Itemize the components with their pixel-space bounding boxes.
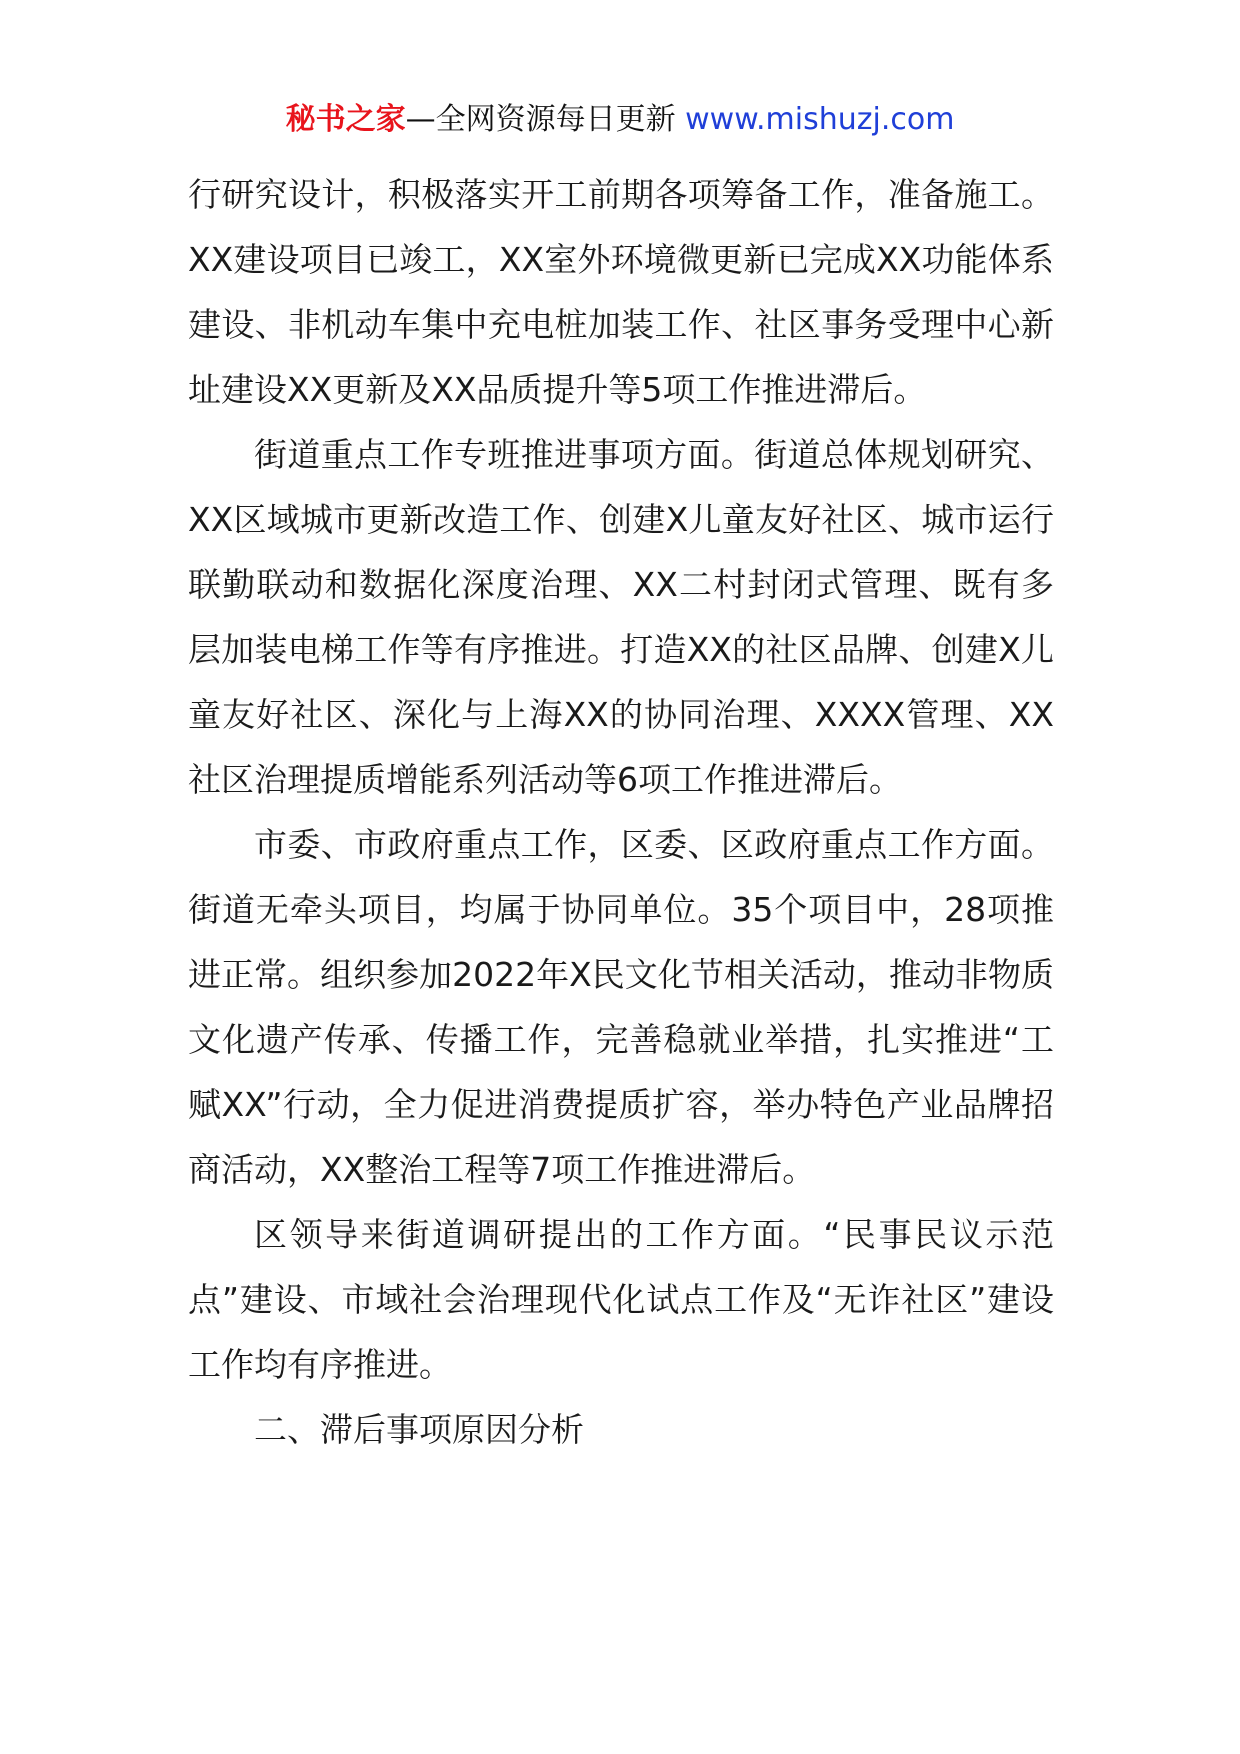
document-body [188, 162, 1054, 1462]
header-slogan: —全网资源每日更新 [405, 102, 676, 137]
paragraph-continued: 行研究设计，积极落实开工前期各项筹备工作，准备施工。XX建设项目已竣工，XX室外环境微更新已完成XX功能体系建设、非机动车集中充电桩加装工作、社区事务受理中心新址建设XX更新及XX品质提升等5项工作推进滞后。 [188, 175, 1054, 409]
site-header [0, 98, 1240, 142]
brand-name: 秘书之家 [285, 102, 406, 137]
paragraph-district-leader-research: 区领导来街道调研提出的工作方面。“民事民议示范点”建设、市域社会治理现代化试点工作及“无诈社区”建设工作均有序推进。 [188, 1215, 1054, 1384]
site-url-link[interactable]: www.mishuzj.com [685, 102, 955, 137]
paragraph-city-district-key-work: 市委、市政府重点工作，区委、区政府重点工作方面。街道无牵头项目，均属于协同单位。35个项目中，28项推进正常。组织参加2022年X民文化节相关活动，推动非物质文化遗产传承、传播工作，完善稳就业举措，扎实推进“工赋XX”行动，全力促进消费提质扩容，举办特色产业品牌招商活动，XX整治工程等7项工作推进滞后。 [188, 825, 1054, 1189]
paragraph-street-key-work: 街道重点工作专班推进事项方面。街道总体规划研究、XX区域城市更新改造工作、创建X儿童友好社区、城市运行联勤联动和数据化深度治理、XX二村封闭式管理、既有多层加装电梯工作等有序推进。打造XX的社区品牌、创建X儿童友好社区、深化与上海XX的协同治理、XXXX管理、XX社区治理提质增能系列活动等6项工作推进滞后。 [188, 435, 1054, 799]
section-heading-delay-analysis: 二、滞后事项原因分析 [254, 1410, 584, 1449]
